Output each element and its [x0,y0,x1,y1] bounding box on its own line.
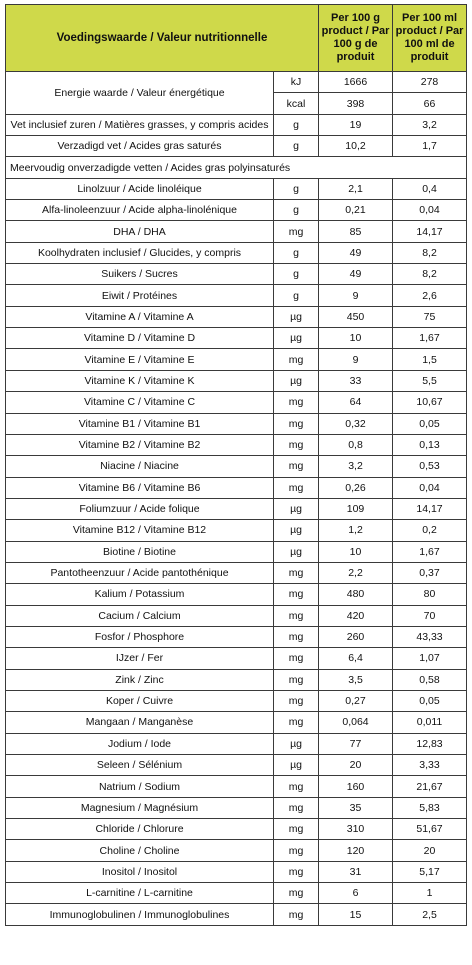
row-per-100g: 1,2 [319,520,393,541]
table-row [6,733,467,754]
row-label: Jodium / Iode [6,733,274,754]
row-per-100g: 64 [319,392,393,413]
row-per-100ml: 80 [393,584,467,605]
row-per-100g: 260 [319,626,393,647]
row-per-100g: 0,32 [319,413,393,434]
row-per-100ml: 1,07 [393,648,467,669]
row-per-100ml: 0,37 [393,562,467,583]
table-row [6,541,467,562]
row-label: Vitamine K / Vitamine K [6,370,274,391]
row-per-100g: 6 [319,883,393,904]
row-label: Verzadigd vet / Acides gras saturés [6,136,274,157]
table-row [6,136,467,157]
row-per-100g: 480 [319,584,393,605]
header-per-100g: Per 100 g product / Par 100 g de produit [319,5,393,72]
energy-label: Energie waarde / Valeur énergétique [6,72,274,115]
row-per-100ml: 0,53 [393,456,467,477]
row-unit: mg [274,690,319,711]
row-unit: g [274,136,319,157]
row-per-100ml: 0,05 [393,690,467,711]
row-unit: mg [274,797,319,818]
energy-kj-unit: kJ [274,72,319,93]
row-unit: mg [274,434,319,455]
row-label: IJzer / Fer [6,648,274,669]
table-row [6,690,467,711]
table-row [6,498,467,519]
row-label: Fosfor / Phosphore [6,626,274,647]
row-label: DHA / DHA [6,221,274,242]
row-per-100ml: 8,2 [393,264,467,285]
row-unit: mg [274,584,319,605]
table-row [6,520,467,541]
table-row [6,755,467,776]
row-per-100g: 49 [319,242,393,263]
row-label: Natrium / Sodium [6,776,274,797]
row-unit: µg [274,520,319,541]
row-per-100ml: 14,17 [393,221,467,242]
row-per-100g: 109 [319,498,393,519]
row-per-100ml: 70 [393,605,467,626]
row-label: Kalium / Potassium [6,584,274,605]
row-per-100g: 0,21 [319,200,393,221]
row-per-100g: 0,27 [319,690,393,711]
table-body [6,72,467,926]
table-row [6,157,467,178]
row-unit: mg [274,904,319,925]
row-unit: mg [274,776,319,797]
row-unit: mg [274,456,319,477]
row-per-100g: 6,4 [319,648,393,669]
row-unit: g [274,114,319,135]
row-per-100g: 10,2 [319,136,393,157]
row-per-100ml: 5,5 [393,370,467,391]
table-row [6,712,467,733]
row-per-100g: 310 [319,819,393,840]
row-unit: mg [274,840,319,861]
row-label: Inositol / Inositol [6,861,274,882]
row-unit: g [274,242,319,263]
row-per-100g: 15 [319,904,393,925]
row-label: Cacium / Calcium [6,605,274,626]
header-per-100ml: Per 100 ml product / Par 100 ml de produit [393,5,467,72]
row-unit: mg [274,392,319,413]
row-per-100ml: 20 [393,840,467,861]
row-label: Meervoudig onverzadigde vetten / Acides gras polyinsaturés [6,157,467,178]
row-per-100ml: 51,67 [393,819,467,840]
energy-kcal-unit: kcal [274,93,319,114]
row-per-100g: 33 [319,370,393,391]
row-label: Niacine / Niacine [6,456,274,477]
table-row [6,584,467,605]
row-per-100ml: 75 [393,306,467,327]
table-row [6,904,467,925]
table-row [6,776,467,797]
row-per-100g: 49 [319,264,393,285]
row-label: Vitamine B12 / Vitamine B12 [6,520,274,541]
header-nutrition-label: Voedingswaarde / Valeur nutritionnelle [6,5,319,72]
row-per-100g: 2,1 [319,178,393,199]
table-row [6,434,467,455]
row-label: Vitamine A / Vitamine A [6,306,274,327]
row-per-100g: 20 [319,755,393,776]
row-per-100g: 9 [319,349,393,370]
row-per-100ml: 5,83 [393,797,467,818]
table-row [6,114,467,135]
table-row [6,605,467,626]
table-row [6,669,467,690]
table-row [6,840,467,861]
row-label: Foliumzuur / Acide folique [6,498,274,519]
row-unit: µg [274,498,319,519]
table-row [6,626,467,647]
row-per-100ml: 1,67 [393,541,467,562]
row-per-100ml: 0,04 [393,200,467,221]
energy-kcal-per-100ml: 66 [393,93,467,114]
row-per-100ml: 14,17 [393,498,467,519]
row-per-100ml: 0,04 [393,477,467,498]
row-per-100g: 450 [319,306,393,327]
row-label: Vitamine D / Vitamine D [6,328,274,349]
row-per-100ml: 0,05 [393,413,467,434]
row-label: Vitamine E / Vitamine E [6,349,274,370]
table-row [6,861,467,882]
table-row [6,819,467,840]
row-per-100ml: 8,2 [393,242,467,263]
row-per-100ml: 3,2 [393,114,467,135]
table-header [6,5,467,72]
row-unit: g [274,178,319,199]
row-unit: mg [274,712,319,733]
row-per-100g: 10 [319,328,393,349]
table-row [6,285,467,306]
row-unit: mg [274,221,319,242]
table-row [6,392,467,413]
row-per-100ml: 1 [393,883,467,904]
row-label: Suikers / Sucres [6,264,274,285]
row-label: Koper / Cuivre [6,690,274,711]
row-per-100g: 9 [319,285,393,306]
table-row [6,883,467,904]
table-row [6,477,467,498]
row-unit: µg [274,541,319,562]
row-per-100ml: 2,6 [393,285,467,306]
row-per-100ml: 12,83 [393,733,467,754]
row-per-100g: 160 [319,776,393,797]
table-row [6,221,467,242]
row-per-100g: 10 [319,541,393,562]
row-label: L-carnitine / L-carnitine [6,883,274,904]
nutrition-table-container [5,4,466,926]
row-unit: µg [274,328,319,349]
row-per-100ml: 3,33 [393,755,467,776]
row-unit: mg [274,562,319,583]
row-label: Immunoglobulinen / Immunoglobulines [6,904,274,925]
row-per-100g: 19 [319,114,393,135]
row-label: Choline / Choline [6,840,274,861]
table-row [6,562,467,583]
row-unit: g [274,264,319,285]
row-label: Vitamine B1 / Vitamine B1 [6,413,274,434]
row-unit: g [274,200,319,221]
nutrition-table [5,4,467,926]
row-label: Koolhydraten inclusief / Glucides, y compris [6,242,274,263]
table-row-energy-kj [6,72,467,93]
row-unit: mg [274,669,319,690]
energy-kj-per-100g: 1666 [319,72,393,93]
row-unit: µg [274,370,319,391]
row-per-100g: 3,2 [319,456,393,477]
row-per-100ml: 10,67 [393,392,467,413]
table-row [6,349,467,370]
row-per-100g: 3,5 [319,669,393,690]
row-per-100ml: 2,5 [393,904,467,925]
row-per-100g: 77 [319,733,393,754]
row-per-100g: 85 [319,221,393,242]
row-label: Biotine / Biotine [6,541,274,562]
row-per-100ml: 0,13 [393,434,467,455]
row-label: Vet inclusief zuren / Matières grasses, y compris acides [6,114,274,135]
row-per-100g: 35 [319,797,393,818]
row-label: Vitamine B2 / Vitamine B2 [6,434,274,455]
row-label: Chloride / Chlorure [6,819,274,840]
row-unit: mg [274,349,319,370]
row-per-100g: 0,8 [319,434,393,455]
row-per-100g: 0,064 [319,712,393,733]
energy-kcal-per-100g: 398 [319,93,393,114]
table-row [6,200,467,221]
row-label: Zink / Zinc [6,669,274,690]
row-label: Seleen / Sélénium [6,755,274,776]
table-row [6,370,467,391]
row-unit: mg [274,861,319,882]
table-row [6,306,467,327]
row-per-100g: 2,2 [319,562,393,583]
row-label: Magnesium / Magnésium [6,797,274,818]
table-row [6,456,467,477]
row-per-100ml: 0,2 [393,520,467,541]
row-per-100ml: 5,17 [393,861,467,882]
row-per-100ml: 0,58 [393,669,467,690]
row-per-100g: 0,26 [319,477,393,498]
row-per-100g: 420 [319,605,393,626]
row-per-100ml: 1,5 [393,349,467,370]
row-unit: mg [274,883,319,904]
row-unit: mg [274,648,319,669]
row-unit: mg [274,819,319,840]
row-label: Vitamine B6 / Vitamine B6 [6,477,274,498]
row-label: Pantotheenzuur / Acide pantothénique [6,562,274,583]
row-unit: µg [274,306,319,327]
row-label: Linolzuur / Acide linoléique [6,178,274,199]
row-unit: mg [274,626,319,647]
row-per-100ml: 43,33 [393,626,467,647]
row-per-100ml: 21,67 [393,776,467,797]
table-row [6,648,467,669]
row-per-100g: 31 [319,861,393,882]
row-per-100ml: 1,7 [393,136,467,157]
row-label: Alfa-linoleenzuur / Acide alpha-linolénique [6,200,274,221]
row-unit: mg [274,605,319,626]
row-label: Mangaan / Manganèse [6,712,274,733]
table-row [6,178,467,199]
energy-kj-per-100ml: 278 [393,72,467,93]
table-row [6,413,467,434]
row-label: Vitamine C / Vitamine C [6,392,274,413]
row-unit: mg [274,477,319,498]
row-label: Eiwit / Protéines [6,285,274,306]
table-row [6,264,467,285]
row-per-100ml: 0,011 [393,712,467,733]
row-unit: g [274,285,319,306]
row-per-100ml: 0,4 [393,178,467,199]
row-unit: µg [274,755,319,776]
row-per-100g: 120 [319,840,393,861]
table-row [6,242,467,263]
row-unit: µg [274,733,319,754]
table-row [6,797,467,818]
row-per-100ml: 1,67 [393,328,467,349]
row-unit: mg [274,413,319,434]
table-row [6,328,467,349]
